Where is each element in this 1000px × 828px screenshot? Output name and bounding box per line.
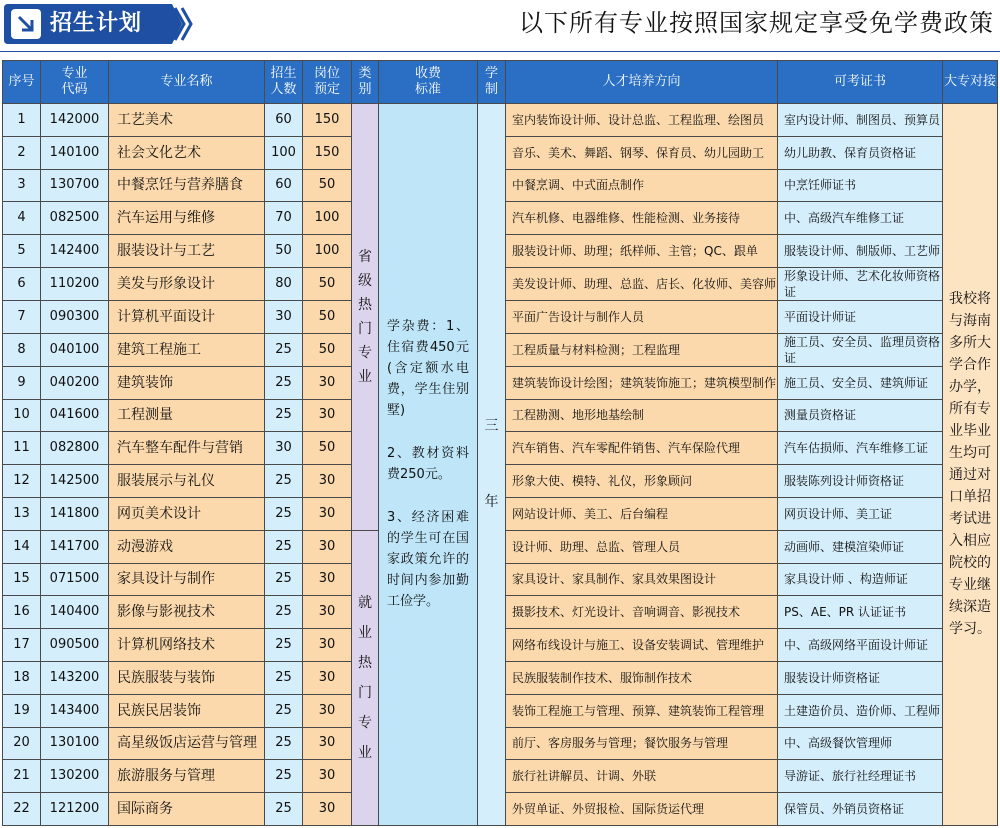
cell-no: 11 [3,432,41,465]
cell-jobs: 30 [303,530,352,563]
cell-name: 高星级饭店运营与管理 [109,727,265,760]
cell-direction: 摄影技术、灯光设计、音响调音、影视技术 [506,596,778,629]
cell-jobs: 30 [303,366,352,399]
cell-name: 中餐烹饪与营养膳食 [109,169,265,202]
header-jobs: 岗位 预定 [303,61,352,104]
cell-cert: 导游证、旅行社经理证书 [778,760,943,793]
cell-direction: 建筑装饰设计绘图；建筑装饰施工；建筑模型制作 [506,366,778,399]
header-no: 序号 [3,61,41,104]
cell-enroll: 25 [265,694,303,727]
cell-code: 110200 [41,267,109,300]
category-provincial [352,104,379,531]
cell-name: 国际商务 [109,793,265,826]
cell-name: 民族服装与装饰 [109,661,265,694]
cell-code: 143200 [41,661,109,694]
cell-code: 142400 [41,235,109,268]
cell-direction: 网络布线设计与施工、设备安装调试、管理维护 [506,629,778,662]
cell-cert: 室内设计师、制图员、预算员 [778,104,943,137]
section-banner [4,4,193,44]
policy-slogan: 以下所有专业按照国家规定享受免学费政策 [519,9,994,37]
cell-name: 计算机网络技术 [109,629,265,662]
cell-direction: 民族服装制作技术、服饰制作技术 [506,661,778,694]
cell-enroll: 30 [265,432,303,465]
header-direction: 人才培养方向 [506,61,778,104]
category-provincial-text: 省级热门专业 [358,248,372,385]
cell-cert: 服装设计师资格证 [778,661,943,694]
header-name: 专业名称 [109,61,265,104]
cell-code: 140100 [41,136,109,169]
cell-enroll: 25 [265,399,303,432]
header-advance: 大专对接 [943,61,998,104]
cell-no: 22 [3,793,41,826]
cell-code: 142000 [41,104,109,137]
enrollment-plan-table [2,60,998,826]
cell-name: 美发与形象设计 [109,267,265,300]
cell-code: 090500 [41,629,109,662]
fee-item-3: 3、经济困难的学生可在国家政策允许的时间内参加勤工俭学。 [387,510,469,610]
header-enroll: 招生 人数 [265,61,303,104]
cell-name: 民族民居装饰 [109,694,265,727]
cell-no: 16 [3,596,41,629]
cell-no: 8 [3,333,41,366]
cell-jobs: 150 [303,104,352,137]
header-category: 类 别 [352,61,379,104]
cell-no: 3 [3,169,41,202]
cell-enroll: 60 [265,169,303,202]
cell-direction: 家具设计、家具制作、家具效果图设计 [506,563,778,596]
cell-enroll: 25 [265,661,303,694]
cell-cert: 中、高级餐饮管理师 [778,727,943,760]
banner-title: 招生计划 [50,11,143,36]
cell-no: 7 [3,300,41,333]
cell-enroll: 25 [265,530,303,563]
study-system [478,104,506,826]
cell-name: 家具设计与制作 [109,563,265,596]
table-body [3,104,998,826]
cell-name: 建筑装饰 [109,366,265,399]
cell-name: 旅游服务与管理 [109,760,265,793]
cell-direction: 服装设计师、助理；纸样师、主管；QC、跟单 [506,235,778,268]
cell-cert: PS、AE、PR 认证证书 [778,596,943,629]
cell-name: 动漫游戏 [109,530,265,563]
cell-no: 12 [3,465,41,498]
cell-jobs: 30 [303,465,352,498]
cell-cert: 中、高级网络平面设计师证 [778,629,943,662]
cell-direction: 汽车销售、汽车零配件销售、汽车保险代理 [506,432,778,465]
cell-code: 142500 [41,465,109,498]
cell-jobs: 30 [303,793,352,826]
cell-jobs: 30 [303,399,352,432]
cell-cert: 施工员、安全员、建筑师证 [778,366,943,399]
cell-cert: 测量员资格证 [778,399,943,432]
cell-no: 17 [3,629,41,662]
cell-jobs: 50 [303,169,352,202]
cell-enroll: 25 [265,596,303,629]
cell-name: 服装设计与工艺 [109,235,265,268]
cell-no: 6 [3,267,41,300]
cell-direction: 前厅、客房服务与管理；餐饮服务与管理 [506,727,778,760]
cell-no: 15 [3,563,41,596]
cell-cert: 形象设计师、艺术化妆师资格证 [778,267,943,300]
cell-cert: 保管员、外销员资格证 [778,793,943,826]
cell-direction: 网站设计师、美工、后台编程 [506,497,778,530]
cell-jobs: 100 [303,202,352,235]
cell-direction: 旅行社讲解员、计调、外联 [506,760,778,793]
cell-direction: 中餐烹调、中式面点制作 [506,169,778,202]
cell-jobs: 30 [303,629,352,662]
cell-enroll: 70 [265,202,303,235]
fee-standard [379,104,478,826]
cell-code: 130200 [41,760,109,793]
cell-name: 服装展示与礼仪 [109,465,265,498]
college-articulation: 我校将与海南多所大学合作办学，所有专业毕业生均可通过对口单招考试进入相应院校的专业继续深造学习。 [943,104,998,826]
system-char-a: 三 [484,418,499,435]
cell-direction: 美发设计师、助理、总监、店长、化妆师、美容师 [506,267,778,300]
cell-jobs: 30 [303,563,352,596]
cell-direction: 室内装饰设计师、设计总监、工程监理、绘图员 [506,104,778,137]
cell-no: 1 [3,104,41,137]
header-system: 学 制 [478,61,506,104]
cell-no: 14 [3,530,41,563]
header-divider [0,51,1000,52]
cell-no: 13 [3,497,41,530]
cell-cert: 家具设计师 、构造师证 [778,563,943,596]
cell-cert: 平面设计师证 [778,300,943,333]
cell-enroll: 25 [265,497,303,530]
cell-no: 19 [3,694,41,727]
cell-direction: 外贸单证、外贸报检、国际货运代理 [506,793,778,826]
cell-jobs: 30 [303,661,352,694]
system-char-b: 年 [484,494,499,511]
page-header [0,0,1000,60]
cell-name: 建筑工程施工 [109,333,265,366]
cell-code: 140400 [41,596,109,629]
category-employment [352,530,379,825]
cell-enroll: 25 [265,563,303,596]
cell-direction: 汽车机修、电器维修、性能检测、业务接待 [506,202,778,235]
cell-cert: 服装陈列设计师资格证 [778,465,943,498]
header-fee: 收费 标准 [379,61,478,104]
cell-jobs: 30 [303,497,352,530]
cell-code: 090300 [41,300,109,333]
cell-cert: 施工员、安全员、监理员资格证 [778,333,943,366]
cell-no: 9 [3,366,41,399]
cell-cert: 汽车估损师、汽车维修工证 [778,432,943,465]
cell-no: 18 [3,661,41,694]
cell-jobs: 30 [303,596,352,629]
cell-name: 社会文化艺术 [109,136,265,169]
header-code: 专业 代码 [41,61,109,104]
cell-code: 082500 [41,202,109,235]
cell-direction: 装饰工程施工与管理、预算、建筑装饰工程管理 [506,694,778,727]
cell-enroll: 25 [265,333,303,366]
cell-code: 141800 [41,497,109,530]
cell-enroll: 25 [265,465,303,498]
cell-name: 计算机平面设计 [109,300,265,333]
cell-direction: 形象大使、模特、礼仪，形象顾问 [506,465,778,498]
cell-name: 影像与影视技术 [109,596,265,629]
cell-name: 工程测量 [109,399,265,432]
cell-jobs: 100 [303,235,352,268]
cell-jobs: 50 [303,432,352,465]
cell-enroll: 60 [265,104,303,137]
cell-enroll: 50 [265,235,303,268]
cell-cert: 土建造价员、造价师、工程师 [778,694,943,727]
cell-enroll: 80 [265,267,303,300]
cell-direction: 工程勘测、地形地基绘制 [506,399,778,432]
cell-code: 082800 [41,432,109,465]
cell-no: 4 [3,202,41,235]
cell-code: 121200 [41,793,109,826]
header-cert: 可考证书 [778,61,943,104]
cell-code: 040100 [41,333,109,366]
cell-no: 20 [3,727,41,760]
cell-enroll: 100 [265,136,303,169]
cell-code: 130700 [41,169,109,202]
cell-cert: 动画师、建模渲染师证 [778,530,943,563]
cell-cert: 中烹饪师证书 [778,169,943,202]
cell-name: 汽车运用与维修 [109,202,265,235]
cell-name: 网页美术设计 [109,497,265,530]
fee-item-2: 2、教材资料费250元。 [387,446,469,483]
cell-code: 143400 [41,694,109,727]
cell-direction: 设计师、助理、总监、管理人员 [506,530,778,563]
cell-code: 041600 [41,399,109,432]
cell-direction: 工程质量与材料检测；工程监理 [506,333,778,366]
cell-jobs: 30 [303,727,352,760]
table-row [3,104,998,137]
cell-no: 10 [3,399,41,432]
fee-item-1: 学杂费：1、住宿费450元(含定额水电费，学生住别墅) [387,319,469,419]
cell-enroll: 25 [265,760,303,793]
cell-jobs: 150 [303,136,352,169]
cell-name: 工艺美术 [109,104,265,137]
cell-cert: 服装设计师、制版师、工艺师 [778,235,943,268]
cell-code: 071500 [41,563,109,596]
cell-jobs: 50 [303,300,352,333]
cell-cert: 幼儿助教、保育员资格证 [778,136,943,169]
cell-enroll: 25 [265,793,303,826]
cell-direction: 平面广告设计与制作人员 [506,300,778,333]
cell-jobs: 30 [303,760,352,793]
cell-no: 2 [3,136,41,169]
cell-code: 040200 [41,366,109,399]
cell-name: 汽车整车配件与营销 [109,432,265,465]
cell-jobs: 50 [303,267,352,300]
arrow-down-right-icon [11,9,41,39]
cell-cert: 网页设计师、美工证 [778,497,943,530]
cell-enroll: 25 [265,727,303,760]
table-header-row [3,61,998,104]
cell-jobs: 30 [303,694,352,727]
cell-cert: 中、高级汽车维修工证 [778,202,943,235]
cell-no: 5 [3,235,41,268]
cell-direction: 音乐、美术、舞蹈、钢琴、保育员、幼儿园助工 [506,136,778,169]
cell-enroll: 30 [265,300,303,333]
cell-jobs: 50 [303,333,352,366]
cell-code: 141700 [41,530,109,563]
cell-enroll: 25 [265,366,303,399]
category-employment-text: 就业热门专业 [358,594,372,761]
cell-no: 21 [3,760,41,793]
cell-enroll: 25 [265,629,303,662]
cell-code: 130100 [41,727,109,760]
